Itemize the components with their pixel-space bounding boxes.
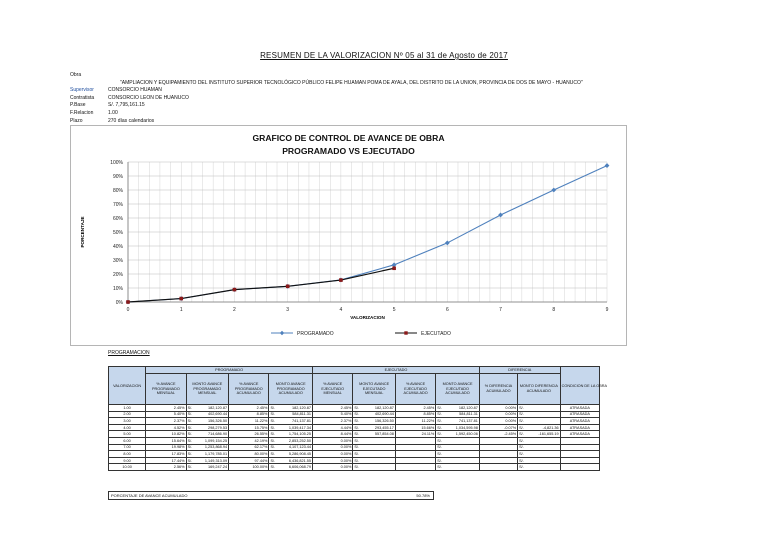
table-row [109,405,600,412]
y-tick-label: 40% [112,243,123,250]
valorizacion-table [108,366,608,471]
data-point [551,188,556,193]
cell-pmm: 1,099,154.25 [195,437,229,444]
cell-epm: 0.00% [313,451,353,458]
project-info-key: Contratista [70,94,95,101]
currency-cell: S/. [353,418,362,425]
cell-cond: ATRASADA [560,431,599,438]
currency-cell: S/. [436,418,445,425]
data-point [179,297,183,301]
cell-pma: 741,137.81 [277,418,312,425]
cell-val: 7.00 [109,444,146,451]
header-e-pct-mensual: % AVANCE EJECUTADO MENSUAL [313,374,353,405]
project-info-row [70,95,583,103]
cell-epm: 8.44% [313,431,353,438]
project-info-row [70,87,583,95]
x-tick-label: 1 [179,307,183,313]
project-info-value: "AMPLIACION Y EQUIPAMIENTO DEL INSTITUTO SUPERIOR TECNOLÓGICO PÚBLICO FELIPE HUAMAN POMA DE AYALA, DEL DISTRITO DE LA UNION, PROVINCIA DE DOS DE MAYO - HUANUCO" [120,79,583,86]
cell-val: 9.00 [109,457,146,464]
cell-pma: 182,120.87 [277,405,312,412]
currency-cell: S/. [269,437,278,444]
cell-ppa: 97.44% [229,457,269,464]
cell-epm: 0.00% [313,464,353,471]
cell-pma: 1,039,417.34 [277,424,312,431]
currency-cell: S/. [269,411,278,418]
cell-dm [526,418,560,425]
currency-cell: S/. [269,431,278,438]
data-point [339,278,343,282]
project-info-row [70,102,583,110]
cell-dm [526,451,560,458]
cell-emm [361,444,395,451]
cell-pmm: 402,690.44 [195,411,229,418]
cell-ppa: 80.00% [229,451,269,458]
cell-epa: 2.45% [395,405,435,412]
cell-emm: 402,690.44 [361,411,395,418]
cell-ema: 741,137.81 [444,418,479,425]
cell-emm: 557,854.08 [361,431,395,438]
data-point [498,213,503,218]
currency-cell: S/. [353,431,362,438]
x-axis-label: VALORIZACION [350,315,385,320]
header-d-pct: % DIFERENCIA ACUMULADO [479,374,517,405]
cell-pma: 6,606,068.79 [277,464,312,471]
cell-dm: -161,655.19 [526,431,560,438]
project-info-value: CONSORCIO HUAMAN [108,87,162,94]
cell-ppm: 5.40% [146,411,186,418]
cell-val: 6.00 [109,437,146,444]
project-info-key: Plazo [70,117,83,124]
header-condicion: CONDICION DE LA OBRA [560,367,599,405]
cell-dp [479,451,517,458]
cell-epm: 0.00% [313,444,353,451]
cell-emm: 182,120.87 [361,405,395,412]
table-body [109,405,600,471]
currency-cell: S/. [518,437,527,444]
cell-emm [361,464,395,471]
header-p-pct-mensual: % AVANCE PROGRAMADO MENSUAL [146,374,186,405]
y-tick-label: 10% [112,285,123,292]
currency-cell: S/. [186,431,195,438]
cell-cond [560,451,599,458]
programacion-label: PROGRAMACION [108,350,150,356]
chart-title-line2: PROGRAMADO VS EJECUTADO [282,146,415,156]
cell-pmm: 1,149,313.09 [195,457,229,464]
cell-pmm: 182,120.87 [195,405,229,412]
cell-pmm: 1,253,868.94 [195,444,229,451]
cell-epa [395,451,435,458]
cell-ppm: 2.37% [146,418,186,425]
header-e-pct-acum: % AVANCE EJECUTADO ACUMULADO [395,374,435,405]
project-info-row [70,80,583,88]
currency-cell: S/. [353,424,362,431]
project-info-key: Supervisor [70,87,94,94]
project-info-key: P.Base [70,102,86,109]
currency-cell: S/. [353,457,362,464]
cell-emm [361,437,395,444]
series-programado [126,163,610,304]
currency-cell: S/. [436,437,445,444]
currency-cell: S/. [269,405,278,412]
cell-dp: -2.45% [479,431,517,438]
cell-epm: 2.37% [313,418,353,425]
data-point [605,163,610,168]
cell-ema [444,457,479,464]
cell-dp [479,457,517,464]
cell-ppm: 17.44% [146,457,186,464]
currency-cell: S/. [518,418,527,425]
currency-cell: S/. [186,424,195,431]
x-tick-label: 0 [126,307,130,313]
currency-cell: S/. [269,418,278,425]
cell-ppa: 62.17% [229,444,269,451]
currency-cell: S/. [518,464,527,471]
cell-epa: 8.85% [395,411,435,418]
cell-dp: 0.00% [479,418,517,425]
table-row [109,437,600,444]
currency-cell: S/. [269,444,278,451]
y-tick-label: 20% [112,271,123,278]
cell-pmm: 1,179,785.01 [195,451,229,458]
currency-cell: S/. [436,431,445,438]
project-info [70,72,583,125]
cell-ppa: 2.45% [229,405,269,412]
cell-epm: 0.00% [313,457,353,464]
header-p-pct-acum: % AVANCE PROGRAMADO ACUMULADO [229,374,269,405]
y-tick-label: 70% [112,201,123,208]
group-diferencia: DIFERENCIA [479,367,560,374]
group-programado: PROGRAMADO [146,367,313,374]
currency-cell: S/. [186,444,195,451]
currency-cell: S/. [436,411,445,418]
currency-cell: S/. [353,405,362,412]
cell-dp: -0.07% [479,424,517,431]
currency-cell: S/. [518,424,527,431]
cell-dp [479,464,517,471]
cell-ppa: 15.75% [229,424,269,431]
y-tick-label: 80% [112,187,123,194]
cell-cond: ATRASADA [560,424,599,431]
cell-val: 4.00 [109,424,146,431]
cell-ema [444,451,479,458]
cell-ema: 182,120.87 [444,405,479,412]
chart-area [70,125,627,346]
cell-cond: ATRASADA [560,411,599,418]
cell-epa: 24.11% [395,431,435,438]
table-row [109,411,600,418]
project-info-key: Obra [70,72,82,78]
header-e-monto-acum: MONTO AVANCE EJECUTADO ACUMULADO [436,374,480,405]
currency-cell: S/. [269,451,278,458]
cell-val: 2.00 [109,411,146,418]
header-e-monto-mensual: MONTO AVANCE EJECUTADO MENSUAL [353,374,396,405]
currency-cell: S/. [436,457,445,464]
cell-dm: -4,821.36 [526,424,560,431]
cell-cond [560,437,599,444]
cell-epa [395,464,435,471]
cell-pma: 584,811.31 [277,411,312,418]
currency-cell: S/. [436,464,445,471]
x-tick-label: 7 [499,307,502,313]
project-info-row [70,72,583,80]
currency-cell: S/. [269,457,278,464]
cell-val: 5.00 [109,431,146,438]
cell-cond [560,464,599,471]
y-tick-label: 100% [110,159,123,166]
cell-val: 1.00 [109,405,146,412]
cell-dp [479,437,517,444]
x-tick-label: 5 [392,307,396,313]
cell-ema [444,437,479,444]
series-line [128,268,394,302]
data-point [233,288,237,292]
header-valorizacion: VALORIZACION [109,367,146,405]
cell-pma: 5,286,908.45 [277,451,312,458]
cell-dp: 0.00% [479,405,517,412]
cell-dm [526,437,560,444]
series-line [128,166,607,302]
project-info-value: CONSORCIO LEON DE HUANUCO [108,94,189,101]
x-tick-label: 2 [233,307,236,313]
currency-cell: S/. [186,411,195,418]
cell-ppm: 19.98% [146,444,186,451]
cell-pma: 4,107,123.44 [277,444,312,451]
cell-epm: 2.45% [313,405,353,412]
cell-epa [395,444,435,451]
currency-cell: S/. [186,405,195,412]
cell-dm [526,457,560,464]
currency-cell: S/. [186,437,195,444]
cell-cond: ATRASADA [560,418,599,425]
project-info-value: S/. 7,795,161.15 [108,102,145,109]
cell-epa: 11.22% [395,418,435,425]
y-tick-label: 90% [112,173,123,180]
cell-emm: 293,455.17 [361,424,395,431]
cell-dm [526,405,560,412]
cell-ppa: 11.22% [229,418,269,425]
y-tick-label: 0% [115,299,123,306]
cell-epa [395,457,435,464]
currency-cell: S/. [353,444,362,451]
x-tick-label: 3 [286,307,290,313]
legend-label: EJECUTADO [421,330,451,337]
cell-ppm: 10.82% [146,431,186,438]
project-info-key [70,80,120,88]
data-point [126,300,130,304]
table-row [109,444,600,451]
x-tick-label: 4 [339,307,343,313]
currency-cell: S/. [186,418,195,425]
chart-title-line1: GRAFICO DE CONTROL DE AVANCE DE OBRA [252,133,445,143]
currency-cell: S/. [436,444,445,451]
table-row [109,464,600,471]
cell-dp: 0.00% [479,411,517,418]
cell-emm [361,457,395,464]
header-p-monto-acum: MONTO AVANCE PROGRAMADO ACUMULADO [269,374,313,405]
table-row [109,431,600,438]
group-ejecutado: EJECUTADO [313,367,480,374]
document-title: RESUMEN DE LA VALORIZACION Nº 05 al 31 de Agosto de 2017 [260,51,508,60]
currency-cell: S/. [186,457,195,464]
cell-val: 8.00 [109,451,146,458]
currency-cell: S/. [518,444,527,451]
table-row [109,418,600,425]
cell-dp [479,444,517,451]
cell-cond [560,457,599,464]
cell-ema [444,444,479,451]
currency-cell: S/. [269,424,278,431]
data-point [286,284,290,288]
table-row [109,424,600,431]
cell-val: 10.00 [109,464,146,471]
x-tick-label: 6 [445,307,449,313]
chart-plot [71,126,626,345]
cell-cond: ATRASADA [560,405,599,412]
footer-label: PORCENTAJE DE AVANCE ACUMULADO [111,493,188,498]
currency-cell: S/. [518,405,527,412]
cell-epm: 0.00% [313,437,353,444]
cell-ppm: 2.45% [146,405,186,412]
legend-label: PROGRAMADO [297,330,334,337]
data-point [392,266,396,270]
project-info-value: 1.00 [108,109,118,116]
currency-cell: S/. [436,424,445,431]
y-tick-label: 50% [112,229,123,236]
cell-ppa: 100.00% [229,464,269,471]
currency-cell: S/. [186,464,195,471]
currency-cell: S/. [353,464,362,471]
x-tick-label: 9 [605,307,609,313]
legend-marker [404,331,407,334]
cell-epa [395,437,435,444]
cell-pma: 1,754,105.25 [277,431,312,438]
currency-cell: S/. [518,451,527,458]
cell-emm [361,451,395,458]
cell-pma: 6,436,821.55 [277,457,312,464]
cell-pmm: 156,326.50 [195,418,229,425]
currency-cell: S/. [518,431,527,438]
y-axis-label: PORCENTAJE [80,216,85,248]
cell-ema: 1,592,450.06 [444,431,479,438]
currency-cell: S/. [518,457,527,464]
series-ejecutado [126,266,396,303]
cell-epm: 5.40% [313,411,353,418]
cell-emm: 156,326.50 [361,418,395,425]
currency-cell: S/. [353,411,362,418]
cell-epm: 4.44% [313,424,353,431]
cell-ema: 584,811.31 [444,411,479,418]
header-p-monto-mensual: MONTO AVANCE PROGRAMADO MENSUAL [186,374,229,405]
project-info-row [70,110,583,118]
x-tick-label: 8 [552,307,556,313]
cell-ppa: 42.19% [229,437,269,444]
cell-cond [560,444,599,451]
footer-value: 50.78% [416,493,430,498]
table-row [109,457,600,464]
y-tick-label: 60% [112,215,123,222]
cell-ppm: 4.52% [146,424,186,431]
currency-cell: S/. [353,451,362,458]
y-tick-label: 30% [112,257,123,264]
header-d-monto: MONTO DIFERENCIA ACUMULADO [518,374,561,405]
cell-ppa: 26.55% [229,431,269,438]
cell-pma: 2,853,252.50 [277,437,312,444]
cell-ema [444,464,479,471]
currency-cell: S/. [353,437,362,444]
cell-pmm: 298,279.53 [195,424,229,431]
currency-cell: S/. [269,464,278,471]
cell-ema: 1,034,595.98 [444,424,479,431]
cell-dm [526,444,560,451]
cell-ppa: 8.85% [229,411,269,418]
cell-epa: 15.66% [395,424,435,431]
cell-pmm: 714,686.90 [195,431,229,438]
currency-cell: S/. [436,451,445,458]
cell-ppm: 15.64% [146,437,186,444]
currency-cell: S/. [518,411,527,418]
currency-cell: S/. [436,405,445,412]
avance-acumulado-footer [108,491,434,500]
data-point [445,241,450,246]
cell-dm [526,411,560,418]
cell-val: 3.00 [109,418,146,425]
table-row [109,451,600,458]
legend-marker [280,331,284,335]
cell-ppm: 2.56% [146,464,186,471]
currency-cell: S/. [186,451,195,458]
cell-pmm: 169,247.24 [195,464,229,471]
project-info-key: F.Relacion [70,109,94,116]
cell-ppm: 17.83% [146,451,186,458]
project-info-value: 270 días calendarios [108,117,155,124]
cell-dm [526,464,560,471]
